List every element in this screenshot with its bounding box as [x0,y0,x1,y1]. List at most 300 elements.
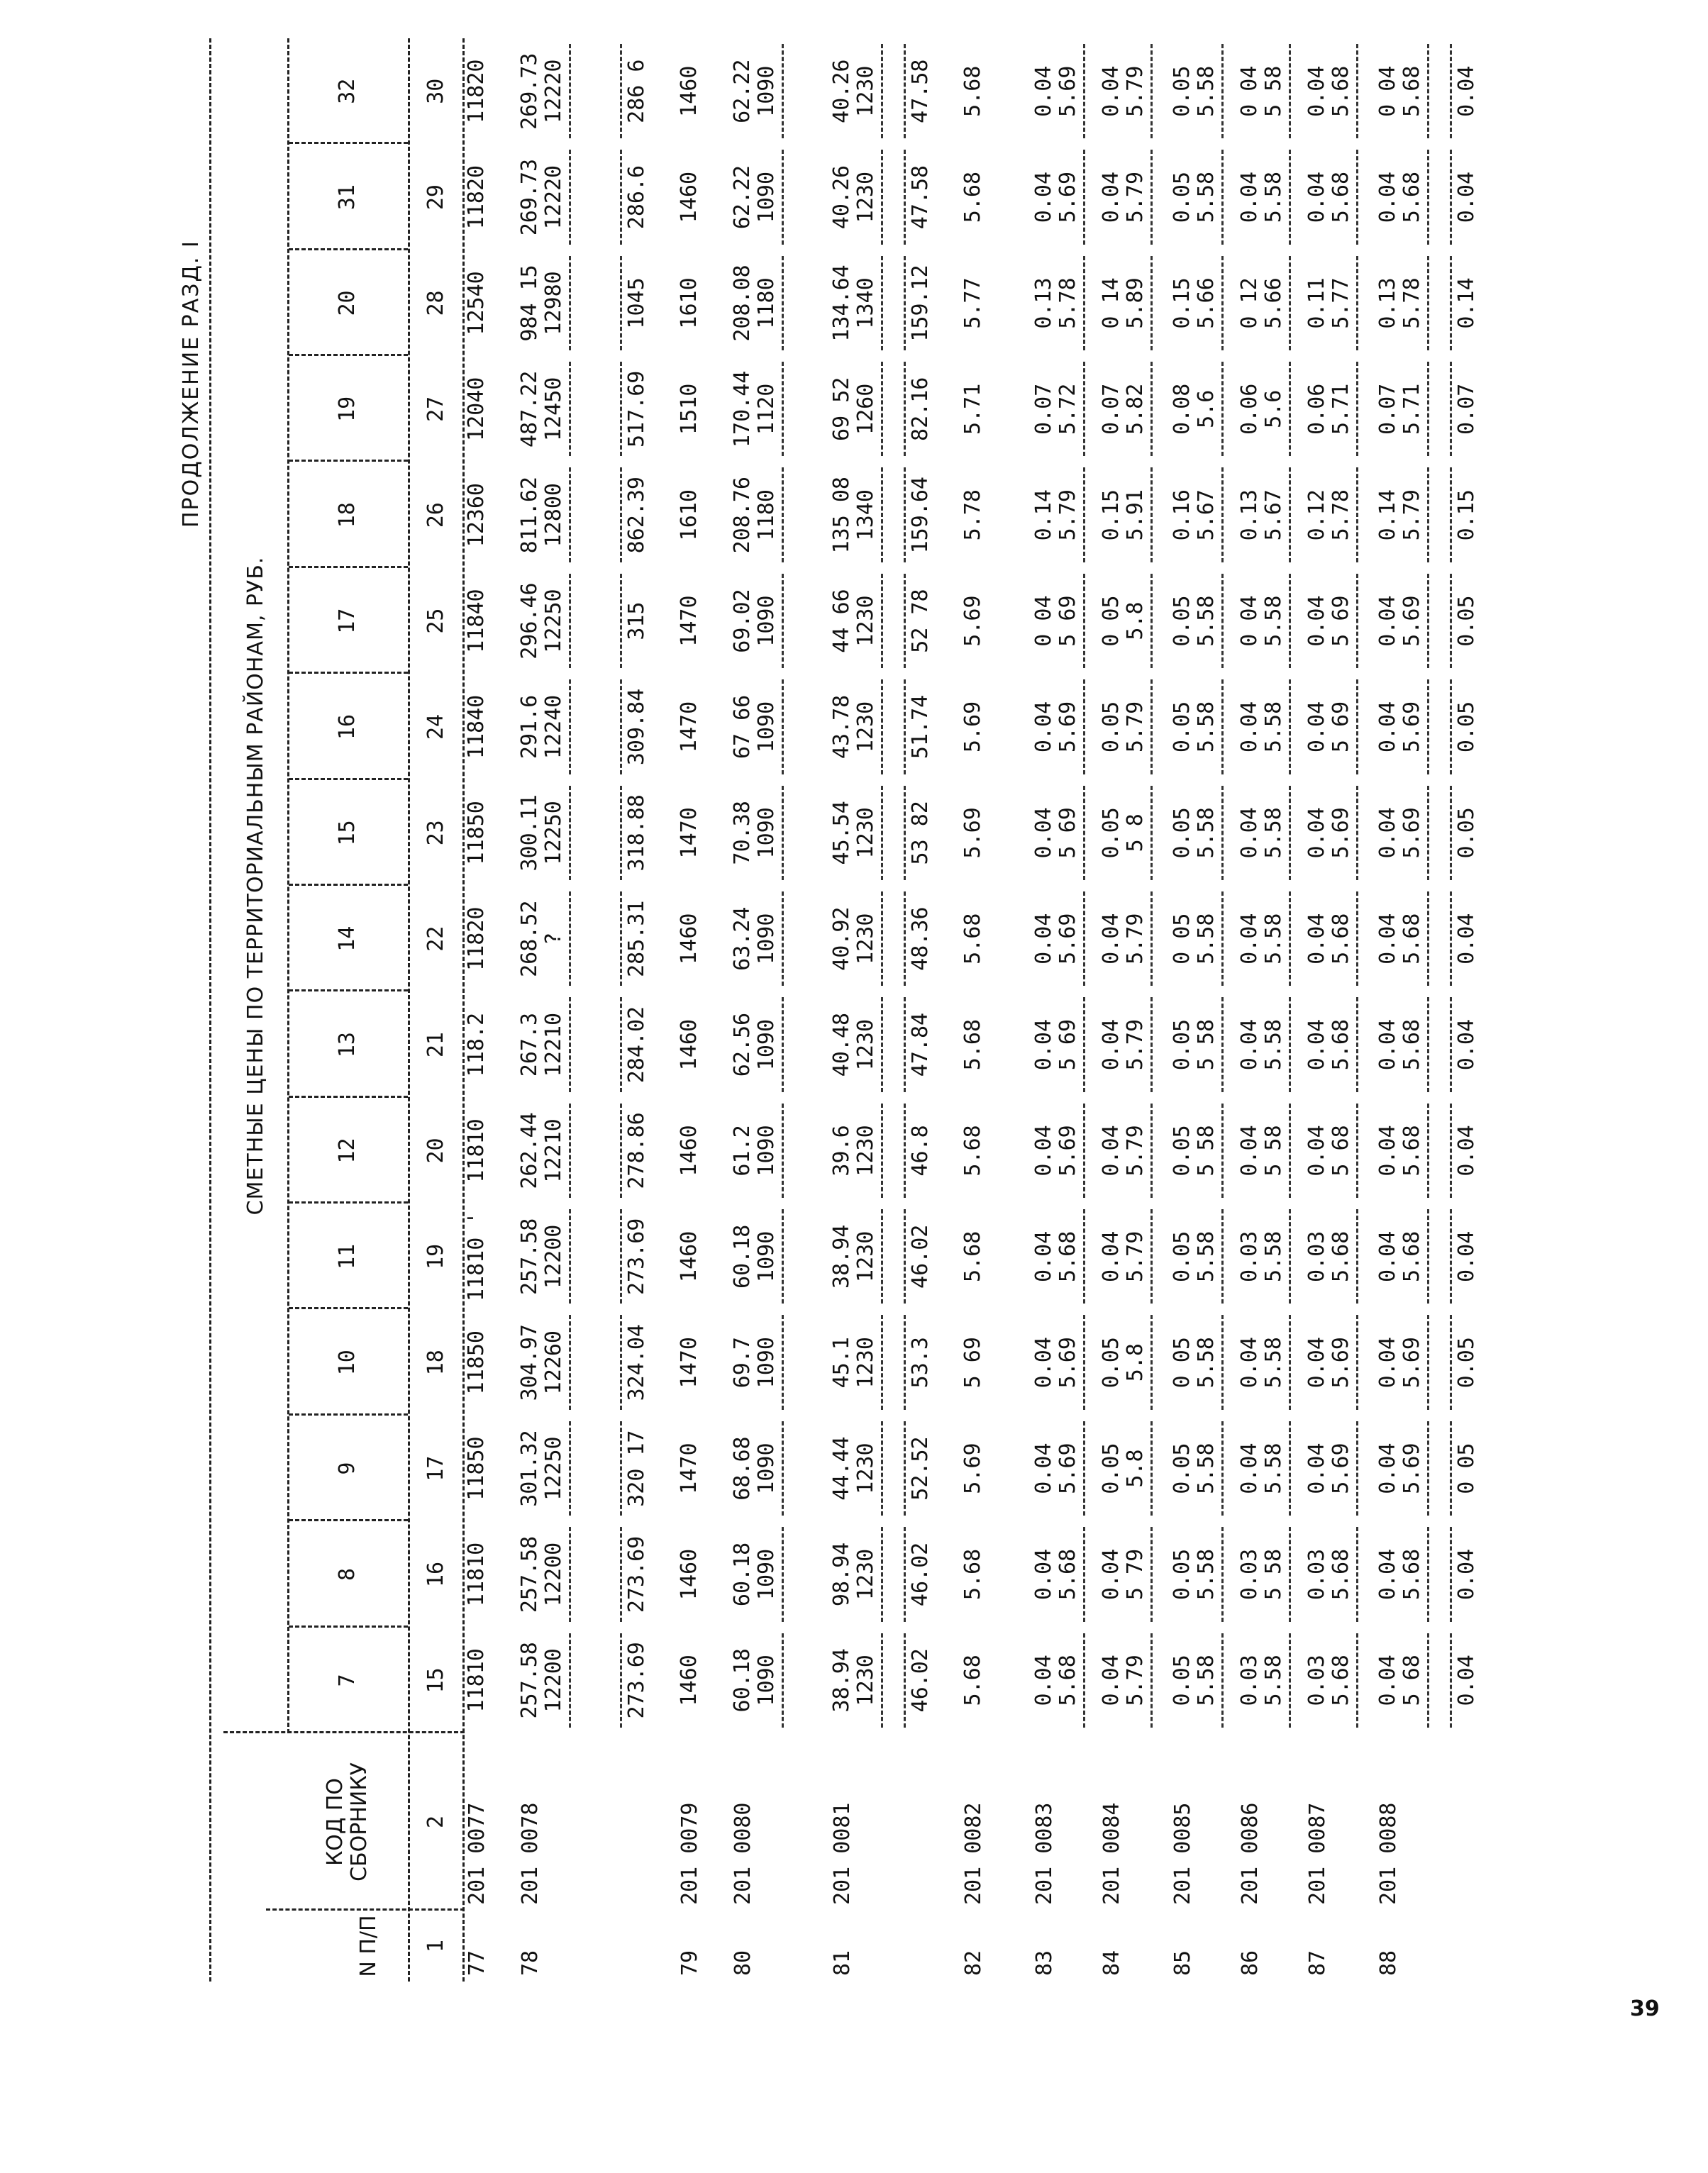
price-cell [1032,1521,1088,1627]
price-value: 5.77 [1329,277,1353,329]
price-value: 12450 [541,377,566,441]
cell-rule [1083,1316,1085,1410]
cell-rule [1427,1527,1429,1621]
price-value: 0 04 [1375,65,1400,117]
price-cell [961,356,985,462]
price-value: 5.68 [1399,171,1424,223]
price-value: 0 05 [1099,595,1124,647]
price-cell [1238,1521,1294,1627]
cell-rule [782,468,784,562]
cell-rule [569,362,571,456]
price-cell [1447,1416,1479,1521]
price-value: 0.04 [1304,1125,1329,1177]
price-cell [1238,356,1294,462]
cell-rule [620,997,622,1091]
price-value: 5 58 [1261,1548,1286,1601]
price-cell [677,780,702,886]
cell-rule [569,786,571,880]
price-cell [1447,356,1479,462]
cell-rule [1083,362,1085,456]
cell-rule [1150,1421,1153,1516]
row-number: 87 [1305,1950,1330,1976]
cell-rule [782,1209,784,1304]
price-cell [677,1416,702,1521]
price-value: 0.04 [1375,913,1400,965]
price-value: 5.69 [1055,1443,1080,1494]
price-value: 0.04 [1237,171,1262,223]
price-cell [465,1310,489,1416]
cell-rule [1221,1633,1224,1728]
price-value: 0.03 [1237,1230,1262,1282]
cell-rule [904,256,906,350]
price-cell [1099,1098,1155,1204]
cell-rule [1450,362,1452,456]
price-value: 0.15 [1099,489,1124,541]
cell-rule [1083,256,1085,350]
price-value: 40.26 [829,59,854,123]
price-cell [830,991,886,1097]
price-cell [830,462,886,568]
price-value: 5.78 [1055,277,1080,329]
price-value: 5.68 [1399,913,1424,965]
cell-rule [569,150,571,244]
cell-rule [1450,997,1452,1091]
cell-rule [782,362,784,456]
price-value: 5.69 [1399,595,1424,647]
price-cell [617,1521,649,1627]
price-value: 5 68 [1329,1125,1353,1177]
price-value: 0.05 [1454,701,1479,753]
price-value: 48.36 [908,906,933,971]
price-value: 1230 [853,1337,878,1389]
price-cell [1305,1310,1361,1416]
cell-rule [1450,1104,1452,1198]
row-number: 86 [1238,1950,1263,1976]
price-value: 69.02 [730,589,755,653]
row-number: 83 [1032,1950,1057,1976]
price-value: 12200 [541,1542,566,1607]
price-value: 51.74 [908,694,933,760]
price-value: 0.04 [1454,171,1479,223]
price-value: 0.05 [1170,701,1194,753]
price-value: 5.82 [1123,383,1148,435]
price-cell [961,1521,985,1627]
price-value: 0.04 [1304,1443,1329,1494]
cell-rule [782,256,784,350]
row-code: 201 0084 [1099,1802,1124,1905]
price-cell [1376,991,1432,1097]
price-value: 12250 [541,589,566,653]
row-number: 88 [1376,1950,1401,1976]
row-number: 78 [518,1950,543,1976]
price-value: 0.04 [1031,1548,1056,1601]
price-cell [677,462,702,568]
price-value: 0.04 [1304,701,1329,753]
region-number: 17 [335,608,360,634]
price-value: 0.05 [1170,807,1194,859]
price-value: 170.44 [730,370,755,448]
price-value: 318.88 [624,794,649,872]
price-value: 0.04 [1237,1125,1262,1177]
price-value: 1460 [677,1548,702,1601]
price-value: 0 05 [1454,1443,1479,1494]
cell-rule [620,362,622,456]
price-value: 12240 [541,694,566,760]
price-value: 1230 [853,595,878,647]
price-value: 5.58 [1261,1018,1286,1071]
cell-rule [569,997,571,1091]
price-cell [1376,568,1432,674]
cell-rule [1221,1104,1224,1198]
row-code: 201 0088 [1376,1802,1401,1905]
price-value: 1460 [677,1655,702,1706]
price-cell [1376,886,1432,991]
price-cell [677,674,702,779]
price-cell [731,674,787,779]
cell-rule [782,679,784,774]
price-value: 0.14 [1375,489,1400,541]
row-number: 80 [731,1950,755,1976]
price-value: 208.76 [730,477,755,554]
cell-rule [904,44,906,138]
price-cell [465,250,489,356]
price-cell [518,1521,574,1627]
price-cell [961,780,985,886]
column-number: 25 [423,608,448,634]
column-number: 28 [423,290,448,316]
cell-rule [881,256,883,350]
price-cell [1099,674,1155,779]
cell-rule [1289,256,1291,350]
cell-rule [1221,256,1224,350]
price-value: 0 04 [1237,595,1262,647]
price-value: 5.58 [1194,701,1219,753]
price-cell [1447,38,1479,144]
price-value: 1120 [754,383,779,435]
price-cell [518,1204,574,1309]
cell-rule [1083,1421,1085,1516]
row-number: 81 [830,1950,855,1976]
price-cell [1305,38,1361,144]
price-value: 0.08 [1170,383,1194,435]
price-value: 60.18 [730,1542,755,1607]
cell-rule [904,574,906,668]
cell-rule [904,150,906,244]
cell-rule [1289,44,1291,138]
price-value: 0.04 [1099,913,1124,965]
price-cell [830,144,886,250]
price-value: 5.79 [1399,489,1424,541]
price-value: 5.66 [1261,277,1286,329]
price-cell [465,1628,489,1733]
price-value: 0.04 [1099,1548,1124,1601]
price-value: 98.94 [829,1542,854,1607]
price-cell [677,886,702,991]
price-value: 0.04 [1099,1655,1124,1706]
cell-rule [1450,150,1452,244]
cell-rule [1427,1316,1429,1410]
price-cell [518,568,574,674]
column-number: 19 [423,1243,448,1269]
price-cell [830,780,886,886]
price-value: 12220 [541,59,566,123]
price-value: 11820 [464,165,489,230]
price-cell [1170,991,1226,1097]
cell-rule [1289,891,1291,986]
price-value: 0 12 [1237,277,1262,329]
cell-rule [881,1421,883,1516]
price-cell [1238,1416,1294,1521]
price-value: 0.05 [1170,1018,1194,1071]
price-value: 0.07 [1454,383,1479,435]
price-cell [830,250,886,356]
price-value: 1230 [853,171,878,223]
page-number: 39 [1630,1996,1660,2021]
cell-rule [1083,1104,1085,1198]
price-value: 5.69 [1399,1337,1424,1389]
price-value: 1090 [754,171,779,223]
price-cell [1376,1098,1432,1204]
price-value: 208.08 [730,265,755,342]
price-cell [901,250,933,356]
price-cell [961,568,985,674]
region-number: 16 [335,713,360,740]
price-value: 1460 [677,171,702,223]
cell-rule [881,1633,883,1728]
cell-rule [620,1209,622,1304]
price-value: 5.68 [960,1018,985,1071]
cell-rule [782,1421,784,1516]
price-value: 1470 [677,807,702,859]
price-cell [901,1628,933,1733]
price-value: 5 69 [1329,595,1353,647]
price-value: 1230 [853,701,878,753]
price-cell [1170,1204,1226,1309]
price-value: 0.04 [1375,701,1400,753]
price-cell [901,1521,933,1627]
price-cell [1447,886,1479,991]
price-cell [1376,1310,1432,1416]
price-cell [961,1416,985,1521]
price-value: 5.71 [1399,383,1424,435]
price-value: 53 82 [908,801,933,865]
price-value: 5.78 [1399,277,1424,329]
price-value: 5.69 [1055,1125,1080,1177]
price-value: 1470 [677,1337,702,1389]
price-value: 12200 [541,1648,566,1713]
price-cell [1099,38,1155,144]
price-cell [1170,1310,1226,1416]
price-value: 0.11 [1304,277,1329,329]
price-cell [1447,1098,1479,1204]
price-value: 5 69 [1055,1018,1080,1071]
price-cell [731,356,787,462]
region-separator [289,460,408,462]
price-value: 0.04 [1031,65,1056,117]
price-value: 0.05 [1170,171,1194,223]
price-value: 0.04 [1304,1337,1329,1389]
row-number: 77 [465,1950,489,1976]
cell-rule [1221,786,1224,880]
price-value: 0.04 [1375,1125,1400,1177]
price-value: 273.69 [624,1218,649,1295]
price-value: 11820 [464,59,489,123]
price-cell [1305,886,1361,991]
price-value: 5.68 [1055,1655,1080,1706]
price-value: 0.07 [1031,383,1056,435]
price-value: 5.68 [1329,65,1353,117]
cell-rule [1150,1104,1153,1198]
price-cell [1305,144,1361,250]
price-cell [1238,38,1294,144]
price-cell [1238,886,1294,991]
price-cell [731,462,787,568]
cell-rule [1083,679,1085,774]
price-cell [1032,674,1088,779]
price-cell [1305,250,1361,356]
price-value: 47.58 [908,165,933,230]
cell-rule [1150,786,1153,880]
price-value: 1090 [754,1018,779,1071]
cell-rule [1450,44,1452,138]
price-value: 5.71 [960,383,985,435]
column-number: 21 [423,1032,448,1058]
price-value: 0.04 [1099,1230,1124,1282]
cell-rule [1427,1209,1429,1304]
price-cell [1376,1628,1432,1733]
price-value: 0 05 [1170,1337,1194,1389]
price-value: 0 04 [1237,65,1262,117]
cell-rule [881,786,883,880]
cell-rule [569,1421,571,1516]
price-value: 63.24 [730,906,755,971]
price-value: 0.04 [1375,171,1400,223]
cell-rule [1356,1209,1358,1304]
price-cell [1032,1416,1088,1521]
price-value: 62.22 [730,165,755,230]
cell-rule [620,1527,622,1621]
cell-rule [1427,891,1429,986]
cell-rule [620,786,622,880]
price-value: 5.58 [1261,595,1286,647]
price-value: 0.04 [1454,1230,1479,1282]
price-cell [901,886,933,991]
price-cell [518,356,574,462]
cell-rule [881,44,883,138]
price-value: 262.44 [517,1112,542,1189]
price-cell [830,1098,886,1204]
cell-rule [1356,679,1358,774]
price-value: 1090 [754,1655,779,1706]
price-value: 0.14 [1031,489,1056,541]
price-value: 0 05 [1170,913,1194,965]
price-value: 5.69 [1055,171,1080,223]
column-number: 27 [423,396,448,422]
price-cell [961,886,985,991]
cell-rule [569,1104,571,1198]
price-value: 0.04 [1031,1125,1056,1177]
price-value: 1090 [754,65,779,117]
price-value: 5.58 [1194,595,1219,647]
top-rule [209,38,211,1982]
price-cell [617,38,649,144]
price-cell [1376,780,1432,886]
price-value: 1045 [624,277,649,329]
price-cell [617,780,649,886]
price-value: 862.39 [624,477,649,554]
row-code: 201 0077 [465,1802,489,1905]
price-value: 0.05 [1099,807,1124,859]
cell-rule [782,1527,784,1621]
price-value: ? [541,932,566,945]
price-cell [830,1521,886,1627]
cell-rule [782,574,784,668]
price-cell [1447,991,1479,1097]
price-cell [1376,1521,1432,1627]
price-value: 5.6 [1261,389,1286,428]
price-value: 12210 [541,1012,566,1077]
cell-rule [904,1104,906,1198]
price-value: 46.8 [908,1125,933,1177]
price-cell [1099,1416,1155,1521]
cell-rule [1083,574,1085,668]
row-code: 201 0082 [961,1802,986,1905]
price-value: 5.68 [1399,1018,1424,1071]
price-value: 0.04 [1454,65,1479,117]
price-cell [1447,568,1479,674]
price-value: 1090 [754,807,779,859]
price-value: 5.78 [960,489,985,541]
cell-rule [904,468,906,562]
column-number: 17 [423,1455,448,1482]
price-value: 1230 [853,65,878,117]
price-value: 5 8 [1123,813,1148,852]
region-number: 7 [335,1674,360,1687]
price-value: 40.92 [829,906,854,971]
column-number: 22 [423,926,448,952]
price-value: 0.03 [1304,1655,1329,1706]
price-value: 44 66 [829,589,854,653]
price-value: 1230 [853,1018,878,1071]
price-value: 0.05 [1170,595,1194,647]
price-cell [1170,1416,1226,1521]
price-cell [465,38,489,144]
price-value: 5.79 [1123,701,1148,753]
price-cell [465,1204,489,1309]
price-value: 11810 ' [464,1211,489,1302]
region-separator [289,1201,408,1204]
price-cell [677,38,702,144]
cell-rule [1356,1527,1358,1621]
price-value: 1230 [853,1443,878,1494]
price-cell [1032,250,1088,356]
column-number: 18 [423,1350,448,1376]
cell-rule [1450,1421,1452,1516]
price-cell [1447,674,1479,779]
price-cell [1447,462,1479,568]
price-value: 5.58 [1194,1548,1219,1601]
price-cell [677,1628,702,1733]
price-value: 5.58 [1261,1443,1286,1494]
price-value: 324.04 [624,1324,649,1401]
price-value: 0.04 [1375,595,1400,647]
price-cell [1376,1416,1432,1521]
cell-rule [904,679,906,774]
price-value: 0.04 [1031,1655,1056,1706]
cell-rule [1221,468,1224,562]
price-value: 12040 [464,377,489,441]
price-value: 11850 [464,1436,489,1501]
